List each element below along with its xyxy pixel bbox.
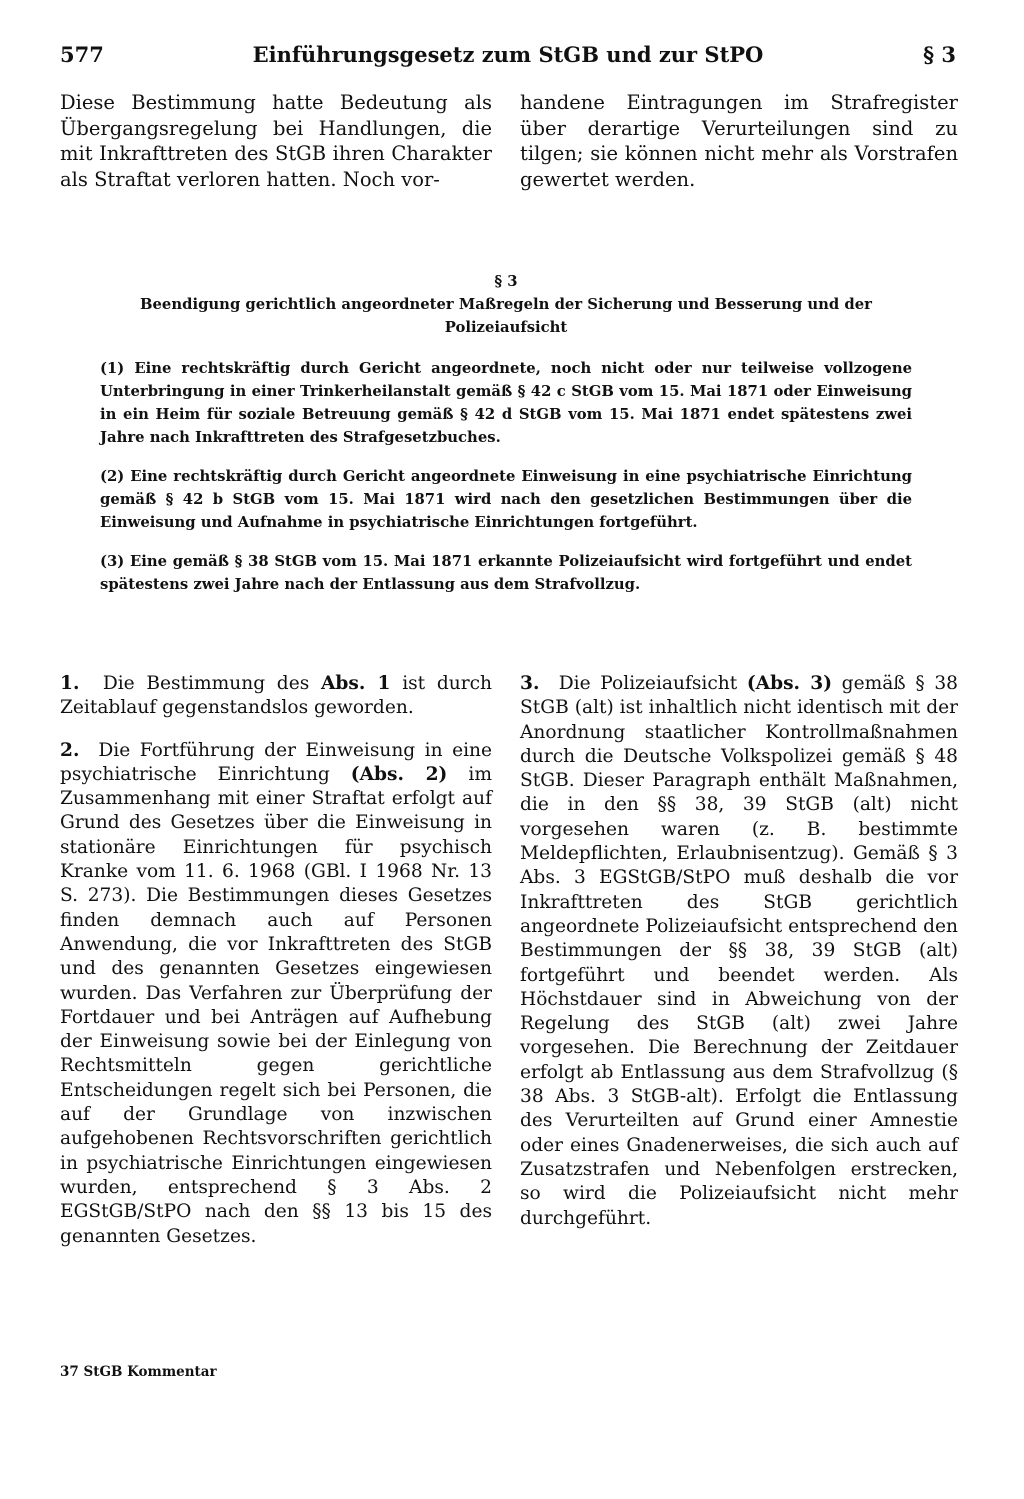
statute-paragraph-3: (3) Eine gemäß § 38 StGB vom 15. Mai 1871 erkannte Polizeiaufsicht wird fortgeführt und endet spätestens zwei Jahre nach der Entlassung aus dem Strafvollzug. bbox=[100, 553, 912, 593]
note-text: Die Bestimmung des bbox=[102, 673, 321, 694]
section-title: Beendigung gerichtlich angeordneter Maßregeln der Sicherung und Besserung und der Polizeiaufsicht bbox=[140, 296, 872, 336]
commentary-left-column bbox=[60, 672, 492, 1267]
statute-paragraph-2: (2) Eine rechtskräftig durch Gericht angeordnete Einweisung in eine psychiatrische Einrichtung gemäß § 42 b StGB vom 15. Mai 1871 wird nach den gesetzlichen Bestimmungen über die Einweisung und Aufnahme in psychiatrische Einrichtungen fortgeführt. bbox=[100, 468, 912, 531]
note-number: 3. bbox=[520, 673, 540, 694]
note-text: gemäß § 38 StGB (alt) ist inhaltlich nicht identisch mit der Anordnung staatlicher Kontrollmaßnahmen durch die Deutsche Volkspolizei gemäß § 48 StGB. Dieser Paragraph enthält Maßnahmen, die in den §§ 38, 39 StGB (alt) nicht vorgesehen waren (z. B. bestimmte Meldepflichten, Erlaubnisentzug). Gemäß § 3 Abs. 3 EGStGB/StPO muß deshalb die vor Inkrafttreten des StGB gerichtlich angeordnete Polizeiaufsicht entsprechend den Bestimmungen der §§ 38, 39 StGB (alt) fortgeführt und beendet werden. Als Höchstdauer sind in Abweichung von der Regelung des StGB (alt) zwei Jahre vorgesehen. Die Berechnung der Zeitdauer erfolgt ab Entlassung aus dem Strafvollzug (§ 38 Abs. 3 StGB-alt). Erfolgt die Entlassung des Verurteilten auf Grund einer Amnestie oder eines Gnadenerweises, die sich auch auf Zusatzstrafen und Nebenfolgen erstrecken, so wird die Polizeiaufsicht nicht mehr durchgeführt. bbox=[520, 673, 959, 1229]
section-number: § 3 bbox=[494, 273, 518, 290]
note-text: Die Fortführung der Einweisung in eine psychiatrische Einrichtung bbox=[60, 739, 493, 785]
running-title: Einführungsgesetz zum StGB und zur StPO bbox=[252, 42, 764, 67]
running-header bbox=[60, 42, 956, 76]
intro-left-column: Diese Bestimmung hatte Bedeutung als Übergangsregelung bei Handlungen, die mit Inkrafttreten des StGB ihren Charakter als Straftat verloren hatten. Noch vor- bbox=[60, 91, 492, 191]
statute-paragraph-1: (1) Eine rechtskräftig durch Gericht angeordnete, noch nicht oder nur teilweise vollzogene Unterbringung in einer Trinkerheilanstalt gemäß § 42 c StGB vom 15. Mai 1871 oder Einweisung in ein Heim für soziale Betreuung gemäß § 42 d StGB vom 15. Mai 1871 endet spätestens zwei Jahre nach Inkrafttreten des Strafgesetzbuches. bbox=[100, 360, 912, 446]
intro-right-column: handene Eintragungen im Strafregister über derartige Verurteilungen sind zu tilgen; sie können nicht mehr als Vorstrafen gewertet werden. bbox=[520, 91, 958, 191]
note-number: 2. bbox=[60, 739, 80, 761]
note-number: 1. bbox=[60, 673, 80, 694]
commentary-note-3 bbox=[520, 672, 958, 1231]
note-text: Die Polizeiaufsicht bbox=[558, 673, 747, 694]
note-reference: (Abs. 3) bbox=[746, 673, 832, 694]
header-section: § 3 bbox=[923, 42, 956, 67]
signature-line: 37 StGB Kommentar bbox=[60, 1364, 217, 1380]
note-reference: Abs. 1 bbox=[320, 673, 391, 694]
page-number: 577 bbox=[60, 42, 104, 67]
commentary-note-1 bbox=[60, 672, 492, 721]
note-text: im Zusammenhang mit einer Straftat erfolgt auf Grund des Gesetzes über die Einweisung in stationäre Einrichtungen für psychisch Kranke vom 11. 6. 1968 (GBl. I 1968 Nr. 13 S. 273). Die Bestimmungen dieses Gesetzes finden demnach auch auf Personen Anwendung, die vor Inkrafttreten des StGB und des genannten Gesetzes eingewiesen wurden. Das Verfahren zur Überprüfung der Fortdauer und bei Anträgen auf Aufhebung der Einweisung sowie bei der Einlegung von Rechtsmitteln gegen gerichtliche Entscheidungen regelt sich bei Personen, die auf der Grundlage von inzwischen aufgehobenen Rechtsvorschriften gerichtlich in psychiatrische Einrichtungen eingewiesen wurden, entsprechend § 3 Abs. 2 EGStGB/StPO nach den §§ 13 bis 15 des genannten Gesetzes. bbox=[60, 763, 492, 1247]
statute-section bbox=[100, 270, 912, 612]
commentary-note-2 bbox=[60, 739, 492, 1249]
note-reference: (Abs. 2) bbox=[350, 763, 448, 785]
intro-text bbox=[0, 90, 1024, 210]
commentary-right-column bbox=[520, 672, 958, 1249]
note-text: ist durch Zeitablauf gegenstandslos geworden. bbox=[60, 673, 492, 719]
